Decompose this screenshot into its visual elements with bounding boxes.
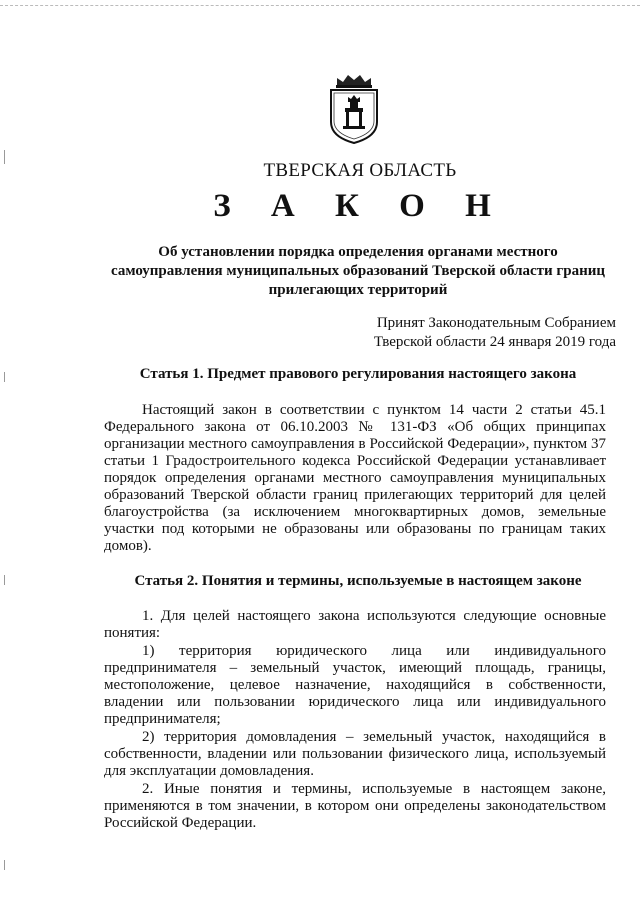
coat-of-arms-icon <box>325 72 383 144</box>
scan-edge-mark <box>4 860 5 870</box>
article-2-heading: Статья 2. Понятия и термины, используемые в настоящем законе <box>134 573 582 589</box>
law-title <box>100 243 616 300</box>
article-2-item-1: 1) территория юридического лица или индивидуального предпринимателя – земельный участок, имеющий площадь, границы, местоположение, целевое назначение, находящийся в собственности, владении или пользовании юридического лица или индивидуального предпринимателя; <box>104 643 606 727</box>
scan-edge-mark <box>4 575 5 585</box>
article-2-paragraph-2: 2. Иные понятия и термины, используемые в настоящем законе, применяются в том значении, в котором они определены законодательством Российской Федерации. <box>104 781 606 831</box>
scan-top-edge <box>0 5 640 6</box>
article-1-paragraph: Настоящий закон в соответствии с пунктом 14 части 2 статьи 45.1 Федерального закона от 06.10.2003 № 131-ФЗ «Об общих принципах организации местного самоуправления в Российской Федерации», пунктом 37 статьи 1 Градостроительного кодекса Российской Федерации устанавливает порядок определения органами местного самоуправления муниципальных образований Тверской области границ прилегающих территорий для целей благоустройства (за исключением многоквартирных домов, земельные участки под которыми не образованы или образованы по границам таких домов). <box>104 402 606 554</box>
adoption-note <box>330 314 616 352</box>
region-name: ТВЕРСКАЯ ОБЛАСТЬ <box>263 160 457 181</box>
scan-edge-mark <box>4 372 5 382</box>
law-title-line: самоуправления муниципальных образований Тверской области границ <box>111 263 605 279</box>
article-1-heading: Статья 1. Предмет правового регулирования настоящего закона <box>139 366 577 382</box>
law-title-line: прилегающих территорий <box>268 282 448 298</box>
adoption-line: Принят Законодательным Собранием <box>376 315 616 331</box>
document-type: З А К О Н <box>213 188 507 224</box>
scan-edge-mark <box>4 150 5 164</box>
adoption-line: Тверской области 24 января 2019 года <box>373 334 616 350</box>
article-2-paragraph-1: 1. Для целей настоящего закона используются следующие основные понятия: <box>104 608 606 641</box>
law-title-line: Об установлении порядка определения органами местного <box>158 244 558 260</box>
article-2-item-2: 2) территория домовладения – земельный участок, находящийся в собственности, владении или пользовании физического лица, используемый для эксплуатации домовладения. <box>104 729 606 779</box>
